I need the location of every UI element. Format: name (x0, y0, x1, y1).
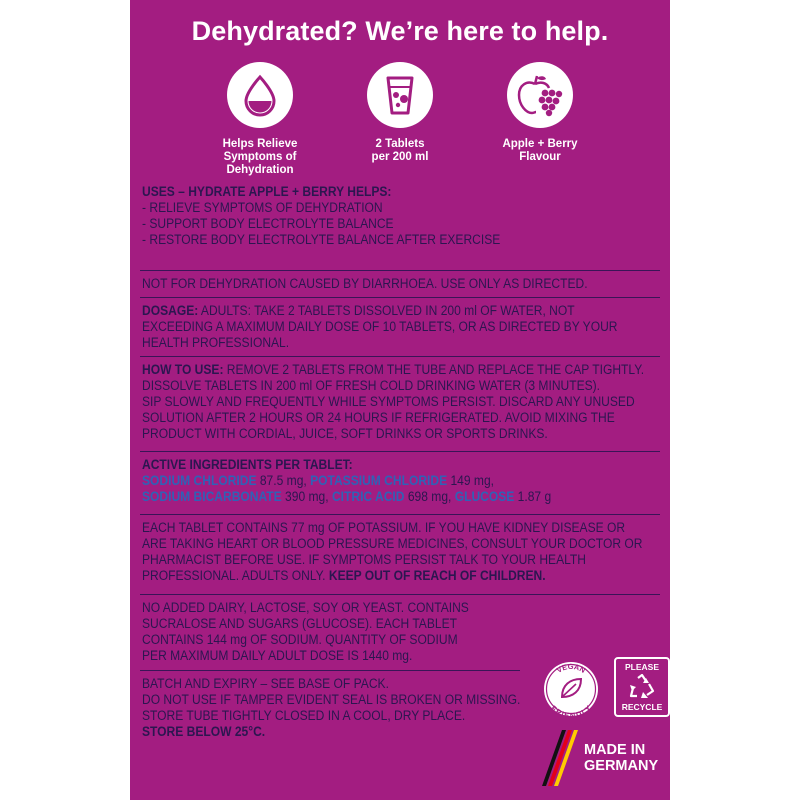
warning-text: NOT FOR DEHYDRATION CAUSED BY DIARRHOEA. USE ONLY AS DIRECTED. (142, 276, 588, 291)
badge-caption-line: 2 Tablets (375, 138, 425, 150)
storage-temperature: STORE BELOW 25°C. (142, 724, 266, 739)
storage-text: DO NOT USE IF TAMPER EVIDENT SEAL IS BROKEN OR MISSING. (142, 692, 521, 707)
section-divider (140, 514, 660, 515)
made-in-germany-badge (540, 730, 670, 786)
dosage-text: ADULTS: TAKE 2 TABLETS DISSOLVED IN 200 ml OF WATER, NOT (198, 303, 575, 318)
vegan-friendly-badge (542, 660, 600, 718)
badge-caption-line: Helps Relieve (222, 138, 298, 150)
ingredient-name: CITRIC ACID (331, 489, 405, 504)
ingredient-name: GLUCOSE (454, 489, 515, 504)
german-flag-icon (540, 730, 582, 786)
potassium-text: ARE TAKING HEART OR BLOOD PRESSURE MEDICINES, CONSULT YOUR DOCTOR OR (142, 536, 643, 551)
glass-of-water-icon (367, 62, 433, 128)
storage-text: STORE TUBE TIGHTLY CLOSED IN A COOL, DRY PLACE. (142, 708, 466, 723)
recycle-icon (628, 674, 656, 700)
uses-item: - SUPPORT BODY ELECTROLYTE BALANCE (142, 216, 394, 231)
allergens-section (142, 600, 612, 664)
badge-relieve-dehydration (195, 62, 325, 177)
section-divider (140, 451, 660, 452)
how-to-use-text: SOLUTION AFTER 2 HOURS OR 24 HOURS IF REFRIGERATED. AVOID MIXING THE (142, 410, 615, 425)
allergen-text: CONTAINS 144 mg OF SODIUM. QUANTITY OF SODIUM (142, 632, 458, 647)
vegan-badge-text: VEGAN (554, 661, 588, 675)
made-in-text: GERMANY (584, 758, 659, 774)
badge-caption-line: Symptoms of (223, 151, 297, 163)
ingredients-title: ACTIVE INGREDIENTS PER TABLET: (142, 457, 353, 472)
dosage-text: EXCEEDING A MAXIMUM DAILY DOSE OF 10 TABLETS, OR AS DIRECTED BY YOUR (142, 319, 618, 334)
ingredient-amount: 87.5 mg, (256, 473, 311, 488)
potassium-text: EACH TABLET CONTAINS 77 mg OF POTASSIUM. IF YOU HAVE KIDNEY DISEASE OR (142, 520, 626, 535)
uses-item: - RESTORE BODY ELECTROLYTE BALANCE AFTER EXERCISE (142, 232, 501, 247)
water-drop-icon (227, 62, 293, 128)
potassium-text: PHARMACIST BEFORE USE. IF SYMPTOMS PERSIST TALK TO YOUR HEALTH (142, 552, 587, 567)
how-to-use-text: SIP SLOWLY AND FREQUENTLY WHILE SYMPTOMS PERSIST. DISCARD ANY UNUSED (142, 394, 635, 409)
allergen-text: SUCRALOSE AND SUGARS (GLUCOSE). EACH TABLET (142, 616, 457, 631)
section-divider (140, 670, 520, 671)
how-to-use-label: HOW TO USE: (142, 362, 224, 377)
product-back-panel (130, 0, 670, 800)
badge-flavour (475, 62, 605, 164)
storage-text: BATCH AND EXPIRY – SEE BASE OF PACK. (142, 676, 389, 691)
ingredients-section (142, 457, 612, 505)
apple-berry-icon (507, 62, 573, 128)
dosage-label: DOSAGE: (142, 303, 199, 318)
potassium-warning-section (142, 520, 643, 584)
badge-caption-line: Apple + Berry (502, 138, 578, 150)
how-to-use-text: DISSOLVE TABLETS IN 200 ml OF FRESH COLD DRINKING WATER (3 MINUTES). (142, 378, 601, 393)
how-to-use-text: REMOVE 2 TABLETS FROM THE TUBE AND REPLACE THE CAP TIGHTLY. (223, 362, 645, 377)
badge-caption-line: Dehydration (226, 164, 294, 176)
vegan-badge-text: FRIENDLY (549, 703, 593, 718)
uses-section (142, 184, 612, 248)
badge-dosage (335, 62, 465, 164)
dosage-section (142, 303, 618, 351)
potassium-text: PROFESSIONAL. ADULTS ONLY. (142, 568, 329, 583)
recycle-badge-text: RECYCLE (621, 702, 663, 712)
dosage-text: HEALTH PROFESSIONAL. (142, 335, 290, 350)
ingredient-amount: 1.87 g (514, 489, 552, 504)
section-divider (140, 356, 660, 357)
allergen-text: NO ADDED DAIRY, LACTOSE, SOY OR YEAST. CONTAINS (142, 600, 469, 615)
recycle-badge-text: PLEASE (624, 662, 659, 672)
ingredient-amount: 390 mg, (281, 489, 332, 504)
allergen-text: PER MAXIMUM DAILY ADULT DOSE IS 1440 mg. (142, 648, 413, 663)
ingredient-name: POTASSIUM CHLORIDE (310, 473, 448, 488)
ingredient-amount: 149 mg, (447, 473, 495, 488)
how-to-use-text: PRODUCT WITH CORDIAL, JUICE, SOFT DRINKS OR SPORTS DRINKS. (142, 426, 548, 441)
headline: Dehydrated? We’re here to help. (191, 16, 609, 46)
badge-caption-line: Flavour (519, 151, 561, 163)
made-in-text: MADE IN (584, 742, 646, 758)
ingredient-name: SODIUM CHLORIDE (142, 473, 257, 488)
section-divider (140, 270, 660, 271)
section-divider (140, 297, 660, 298)
uses-title: USES – HYDRATE APPLE + BERRY HELPS: (142, 184, 392, 199)
ingredient-amount: 698 mg, (404, 489, 455, 504)
how-to-use-section (142, 362, 645, 442)
please-recycle-badge (614, 657, 670, 717)
uses-item: - RELIEVE SYMPTOMS OF DEHYDRATION (142, 200, 383, 215)
ingredient-name: SODIUM BICARBONATE (142, 489, 282, 504)
section-divider (140, 594, 660, 595)
keep-out-of-reach-warning: KEEP OUT OF REACH OF CHILDREN. (328, 568, 546, 583)
badge-caption-line: per 200 ml (371, 151, 429, 163)
